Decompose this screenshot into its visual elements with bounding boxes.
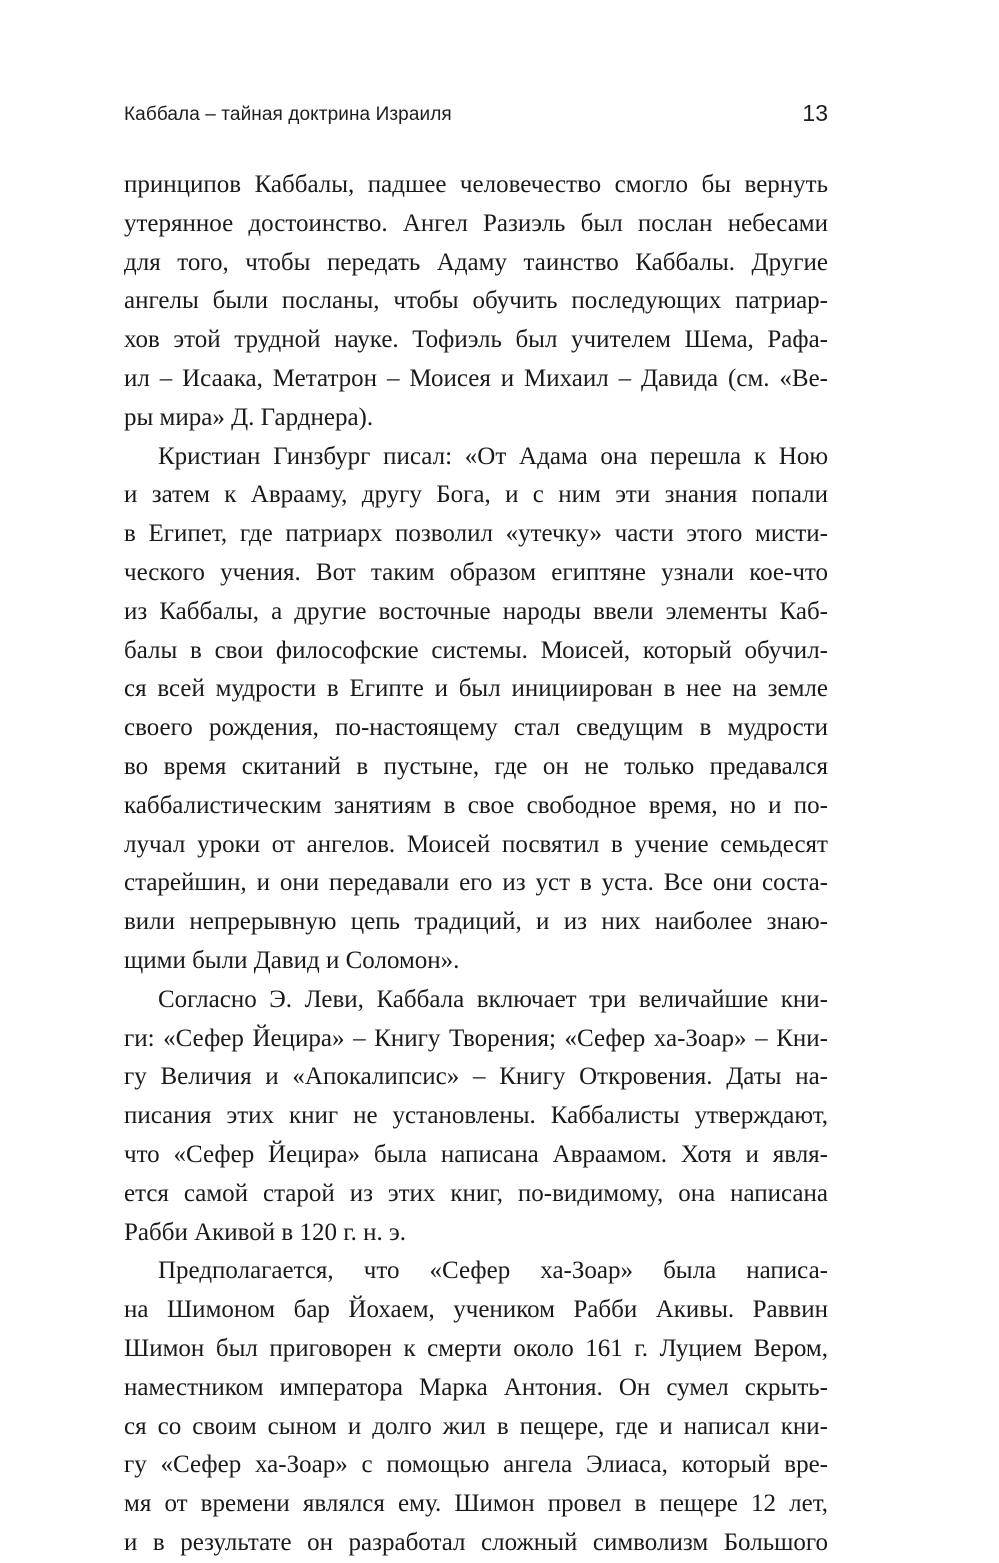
text-line: и в результате он разработал сложный символизм Большого — [124, 1528, 828, 1556]
text-line: во время скитаний в пустыне, где он не только предавался — [124, 752, 828, 780]
text-line: из Каббалы, а другие восточные народы ввели элементы Каб- — [124, 597, 828, 625]
page-number: 13 — [802, 100, 828, 126]
running-head — [124, 100, 828, 130]
text-line: на Шимоном бар Йохаем, учеником Рабби Акивы. Раввин — [124, 1296, 828, 1324]
text-line: утерянное достоинство. Ангел Разиэль был послан небесами — [124, 209, 828, 237]
text-line: для того, чтобы передать Адаму таинство Каббалы. Другие — [124, 248, 828, 276]
text-line: гу «Сефер ха-Зоар» с помощью ангела Элиаса, который вре- — [124, 1451, 828, 1479]
text-line: мя от времени являлся ему. Шимон провел в пещере 12 лет, — [124, 1490, 828, 1518]
text-line: балы в свои философские системы. Моисей, который обучил- — [124, 636, 828, 664]
text-line: наместником императора Марка Антония. Он сумел скрыть- — [124, 1373, 828, 1401]
text-line: ся со своим сыном и долго жил в пещере, где и написал кни- — [124, 1412, 828, 1440]
text-line: ся всей мудрости в Египте и был инициирован в нее на земле — [124, 675, 828, 703]
paragraph-4 — [124, 1252, 828, 1562]
running-title: Каббала – тайная доктрина Израиля — [124, 104, 452, 125]
text-line: ангелы были посланы, чтобы обучить последующих патриар- — [124, 287, 828, 315]
text-line: щими были Давид и Соломон». — [124, 946, 460, 974]
text-line: Шимон был приговорен к смерти около 161 г. Луцием Вером, — [124, 1334, 828, 1362]
text-line: Кристиан Гинзбург писал: «От Адама она перешла к Ною — [158, 442, 828, 470]
text-line: ил – Исаака, Метатрон – Моисея и Михаил – Давида (см. «Ве- — [124, 364, 828, 392]
text-line: в Египет, где патриарх позволил «утечку» части этого мисти- — [124, 520, 828, 548]
text-line: вили непрерывную цепь традиций, и из них наиболее знаю- — [124, 908, 828, 936]
text-line: и затем к Аврааму, другу Бога, и с ним эти знания попали — [124, 481, 828, 509]
text-line: что «Сефер Йецира» была написана Авраамом. Хотя и явля- — [124, 1140, 828, 1168]
text-line: лучал уроки от ангелов. Моисей посвятил в учение семьдесят — [124, 830, 828, 858]
text-line: писания этих книг не установлены. Каббалисты утверждают, — [124, 1102, 828, 1130]
text-line: ги: «Сефер Йецира» – Книгу Творения; «Сефер ха-Зоар» – Кни- — [124, 1024, 828, 1052]
text-line: Согласно Э. Леви, Каббала включает три величайшие кни- — [158, 985, 828, 1013]
text-line: Предполагается, что «Сефер ха-Зоар» была написа- — [158, 1257, 828, 1285]
body-text — [124, 166, 828, 1556]
paragraph-2 — [124, 438, 828, 981]
paragraph-3 — [124, 981, 828, 1253]
text-line: старейшин, и они передавали его из уст в уста. Все они соста- — [124, 869, 828, 897]
text-line: каббалистическим занятиям в свое свободное время, но и по- — [124, 791, 828, 819]
text-line: ческого учения. Вот таким образом египтяне узнали кое-что — [124, 558, 828, 586]
text-line: ры мира» Д. Гарднера). — [124, 403, 374, 431]
text-line: гу Величия и «Апокалипсис» – Книгу Откровения. Даты на- — [124, 1063, 828, 1091]
text-line: своего рождения, по-настоящему стал сведущим в мудрости — [124, 714, 828, 742]
text-line: ется самой старой из этих книг, по-видимому, она написана — [124, 1179, 828, 1207]
text-line: принципов Каббалы, падшее человечество смогло бы вернуть — [124, 171, 828, 198]
paragraph-1 — [124, 166, 828, 438]
text-line: Рабби Акивой в 120 г. н. э. — [124, 1218, 407, 1246]
text-line: хов этой трудной науке. Тофиэль был учителем Шема, Рафа- — [124, 326, 828, 354]
